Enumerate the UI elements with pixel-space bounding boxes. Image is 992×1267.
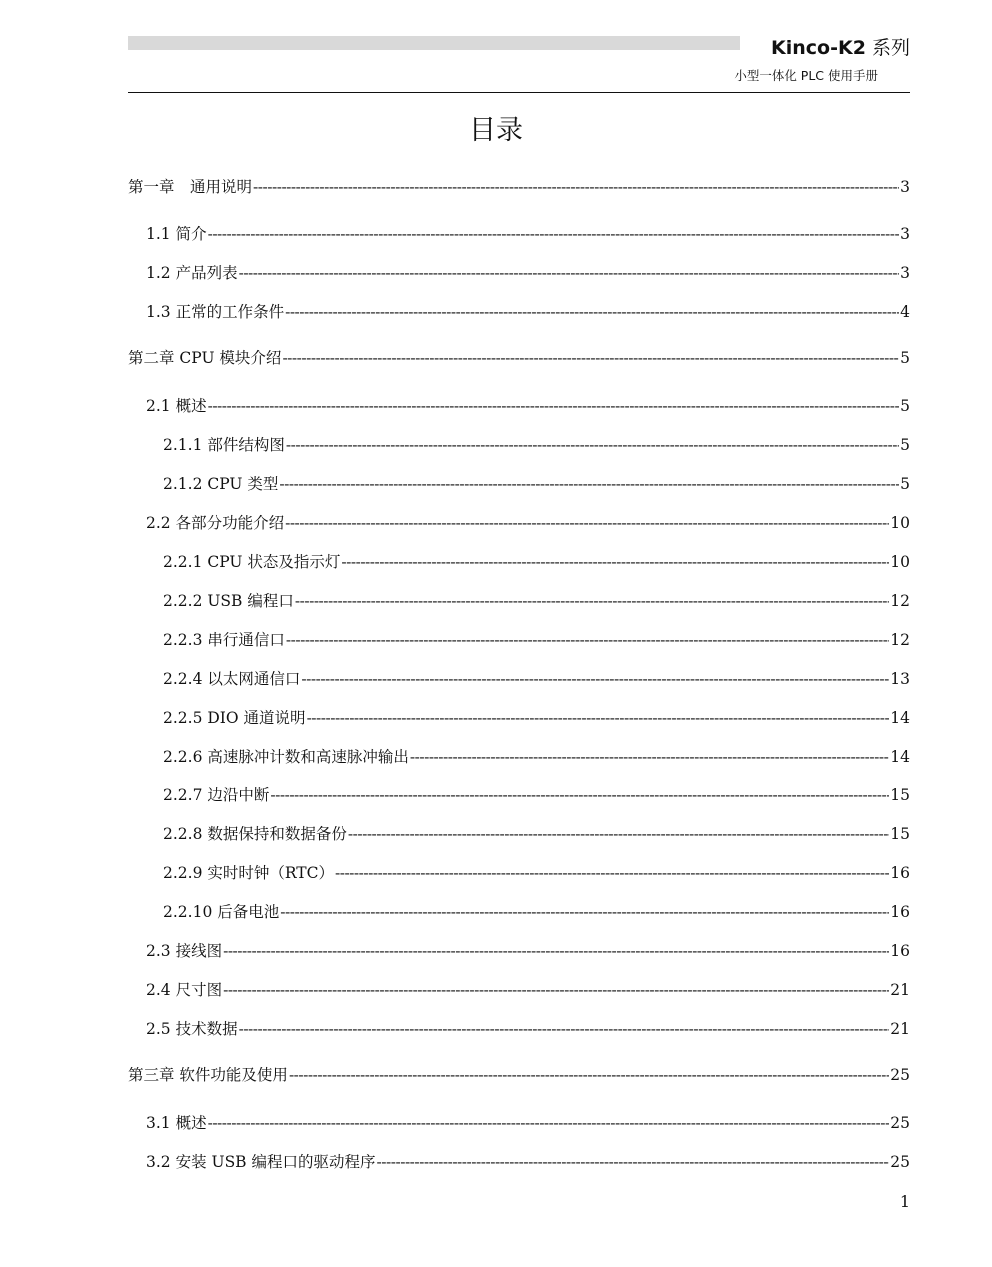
toc-entry[interactable] xyxy=(146,1017,910,1039)
toc-entry[interactable] xyxy=(128,1063,910,1085)
toc-entry-page: 10 xyxy=(890,514,910,532)
toc-entry[interactable] xyxy=(146,222,910,244)
toc-dot-leader xyxy=(223,981,889,999)
toc-entry[interactable] xyxy=(146,261,910,283)
toc-dot-leader xyxy=(377,1153,890,1171)
toc-entry-label: 2.2.8 数据保持和数据备份 xyxy=(163,825,347,843)
header-bar xyxy=(128,36,740,50)
toc-dot-leader xyxy=(285,303,899,321)
toc-entry-page: 25 xyxy=(890,1066,910,1084)
toc-entry[interactable] xyxy=(146,511,910,533)
toc-dot-leader xyxy=(286,436,899,454)
toc-entry-page: 5 xyxy=(900,436,910,454)
toc-entry-page: 12 xyxy=(890,592,910,610)
toc-dot-leader xyxy=(307,709,890,727)
toc-entry[interactable] xyxy=(146,1111,910,1133)
toc-entry[interactable] xyxy=(146,1150,910,1172)
toc-entry-label: 3.2 安装 USB 编程口的驱动程序 xyxy=(146,1153,376,1171)
toc-entry-label: 第三章 软件功能及使用 xyxy=(128,1066,288,1084)
toc-entry-label: 3.1 概述 xyxy=(146,1114,207,1132)
toc-entry-label: 第一章 通用说明 xyxy=(128,178,253,196)
toc-entry[interactable] xyxy=(146,394,910,416)
toc-dot-leader xyxy=(253,178,899,196)
toc-dot-leader xyxy=(279,475,899,493)
toc-entry[interactable] xyxy=(146,300,910,322)
toc-dot-leader xyxy=(285,514,889,532)
brand-series: 系列 xyxy=(865,37,910,59)
toc-entry[interactable] xyxy=(128,175,910,197)
toc-entry-label: 2.2.10 后备电池 xyxy=(163,903,280,921)
toc-dot-leader xyxy=(282,349,899,367)
toc-entry-page: 10 xyxy=(890,553,910,571)
manual-subtitle: 小型一体化 PLC 使用手册 xyxy=(734,68,878,83)
toc-entry-label: 第二章 CPU 模块介绍 xyxy=(128,349,282,367)
toc-dot-leader xyxy=(239,1020,890,1038)
toc-entry-label: 2.2.5 DIO 通道说明 xyxy=(163,709,306,727)
toc-entry-page: 14 xyxy=(890,709,910,727)
toc-entry-page: 3 xyxy=(900,225,910,243)
toc-dot-leader xyxy=(270,786,889,804)
page-number: 1 xyxy=(899,1192,910,1211)
toc-entry[interactable] xyxy=(146,939,910,961)
toc-entry-label: 2.2.3 串行通信口 xyxy=(163,631,285,649)
toc-entry-page: 15 xyxy=(890,825,910,843)
toc-dot-leader xyxy=(208,225,900,243)
toc-entry-label: 1.2 产品列表 xyxy=(146,264,238,282)
toc-dot-leader xyxy=(295,592,889,610)
toc-entry[interactable] xyxy=(163,861,910,883)
toc-entry-label: 2.3 接线图 xyxy=(146,942,223,960)
toc-dot-leader xyxy=(208,397,900,415)
toc-entry[interactable] xyxy=(146,978,910,1000)
toc-entry-label: 2.1.2 CPU 类型 xyxy=(163,475,279,493)
toc-entry[interactable] xyxy=(163,745,910,767)
brand-name: Kinco-K2 xyxy=(771,37,866,59)
toc-entry-label: 2.2.4 以太网通信口 xyxy=(163,670,301,688)
toc-entry-label: 2.1 概述 xyxy=(146,397,207,415)
toc-dot-leader xyxy=(301,670,889,688)
toc-entry-label: 2.2 各部分功能介绍 xyxy=(146,514,285,532)
toc-entry-page: 15 xyxy=(890,786,910,804)
toc-dot-leader xyxy=(239,264,900,282)
toc-entry-page: 4 xyxy=(900,303,910,321)
toc-entry-label: 2.5 技术数据 xyxy=(146,1020,238,1038)
toc-entry-page: 16 xyxy=(890,942,910,960)
toc-entry[interactable] xyxy=(163,900,910,922)
toc-entry-label: 2.2.6 高速脉冲计数和高速脉冲输出 xyxy=(163,748,409,766)
toc-entry-page: 5 xyxy=(900,475,910,493)
brand-title xyxy=(771,33,910,60)
toc-entry-page: 16 xyxy=(890,903,910,921)
toc-dot-leader xyxy=(280,903,889,921)
toc-entry-label: 2.1.1 部件结构图 xyxy=(163,436,285,454)
toc-entry-page: 5 xyxy=(900,349,910,367)
toc-entry-label: 2.2.1 CPU 状态及指示灯 xyxy=(163,553,341,571)
toc-entry-page: 3 xyxy=(900,264,910,282)
toc-entry[interactable] xyxy=(163,628,910,650)
toc-entry[interactable] xyxy=(163,783,910,805)
toc-dot-leader xyxy=(410,748,889,766)
toc-entry-page: 21 xyxy=(890,1020,910,1038)
toc-dot-leader xyxy=(341,553,889,571)
toc-entry-label: 2.2.9 实时时钟（RTC） xyxy=(163,864,334,882)
toc-title: 目录 xyxy=(469,115,523,146)
toc-entry[interactable] xyxy=(163,667,910,689)
toc-entry-page: 25 xyxy=(890,1153,910,1171)
toc-entry[interactable] xyxy=(163,472,910,494)
toc-dot-leader xyxy=(208,1114,890,1132)
toc-entry[interactable] xyxy=(163,822,910,844)
toc-entry[interactable] xyxy=(163,550,910,572)
toc-dot-leader xyxy=(335,864,889,882)
toc-entry[interactable] xyxy=(163,433,910,455)
toc-entry-page: 5 xyxy=(900,397,910,415)
toc-entry[interactable] xyxy=(163,589,910,611)
toc-entry[interactable] xyxy=(128,346,910,368)
toc-entry-label: 2.4 尺寸图 xyxy=(146,981,223,999)
toc-dot-leader xyxy=(348,825,889,843)
toc-dot-leader xyxy=(286,631,889,649)
header-rule xyxy=(128,92,910,93)
toc-entry-page: 13 xyxy=(890,670,910,688)
toc-entry[interactable] xyxy=(163,706,910,728)
toc-entry-label: 1.3 正常的工作条件 xyxy=(146,303,285,321)
toc-entry-page: 16 xyxy=(890,864,910,882)
toc-entry-page: 21 xyxy=(890,981,910,999)
toc-entry-label: 1.1 简介 xyxy=(146,225,207,243)
toc-entry-label: 2.2.2 USB 编程口 xyxy=(163,592,294,610)
toc-entry-label: 2.2.7 边沿中断 xyxy=(163,786,270,804)
toc-dot-leader xyxy=(223,942,889,960)
toc-entry-page: 12 xyxy=(890,631,910,649)
toc-dot-leader xyxy=(289,1066,889,1084)
toc-entry-page: 25 xyxy=(890,1114,910,1132)
toc-entry-page: 14 xyxy=(890,748,910,766)
toc-entry-page: 3 xyxy=(900,178,910,196)
